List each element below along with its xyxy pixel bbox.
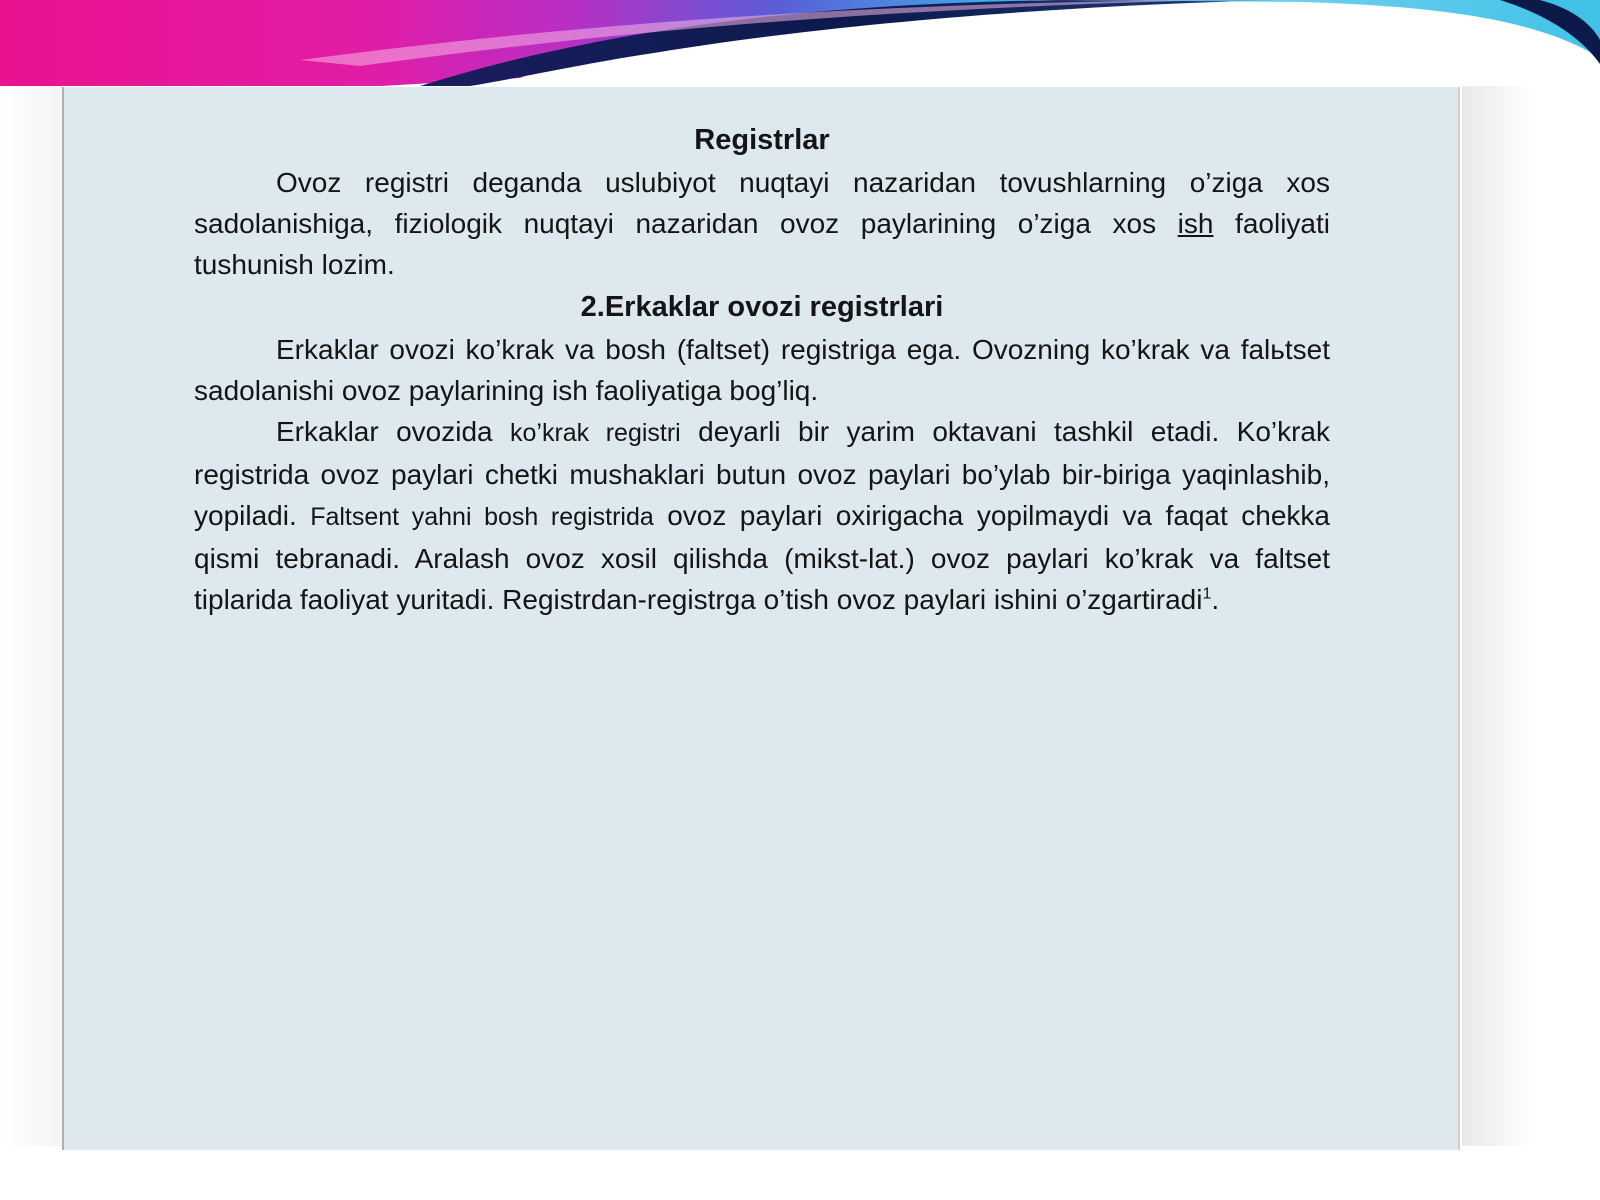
paragraph-3-small-2: Faltsent yahni bosh registrida (310, 503, 654, 531)
paragraph-1-main: Ovoz registri deganda uslubiyot nuqtayi nazaridan tovushlarning o’ziga xos sadolanishiga, fiziologik nuqtayi nazaridan ovoz paylarining o’ziga xos (194, 167, 1330, 239)
left-shadow (0, 86, 62, 1146)
banner-cyan-band (1050, 0, 1600, 58)
paragraph-3 (194, 411, 1330, 620)
footnote-marker: 1 (1202, 585, 1212, 603)
document-text (194, 118, 1330, 620)
paragraph-3-end: . (1211, 584, 1220, 615)
paragraph-3-part-3: ovoz paylari oxirigacha yopilmaydi va faqat chekka qismi tebranadi. Aralash ovoz xosil qilishda (mikst-lat.) ovoz paylari ko’krak va faltset tiplarida faoliyat yuritadi. Registrdan-registrga o’tish ovoz paylari ishini o’zgartiradi (194, 500, 1330, 615)
decorative-banner (0, 0, 1600, 100)
paragraph-3-small-1: ko’krak registri (509, 419, 681, 447)
paragraph-2: Erkaklar ovozi ko’krak va bosh (faltset) registriga ega. Ovozning ko’krak va falьtset sadolanishi ovoz paylarining ish faoliyatiga bog’liq. (194, 334, 1330, 406)
paragraph-1-end: faoliyati tushunish lozim. (194, 208, 1330, 280)
paragraph-3-part-2: deyarli bir yarim oktavani tashkil etadi. Ko’krak registrida ovoz paylari chetki mushaklari butun ovoz paylari bo’ylab bir-biriga yaqinlashib, yopiladi. (194, 416, 1331, 531)
paragraph-1 (194, 162, 1330, 285)
right-shadow (1462, 86, 1532, 1146)
heading-erkaklar-ovozi: 2.Erkaklar ovozi registrlari (580, 291, 944, 323)
paragraph-1-underlined-word: ish (1177, 208, 1214, 239)
paragraph-3-part-1: Erkaklar ovozida (276, 416, 510, 447)
heading-registrlar: Registrlar (694, 124, 830, 156)
